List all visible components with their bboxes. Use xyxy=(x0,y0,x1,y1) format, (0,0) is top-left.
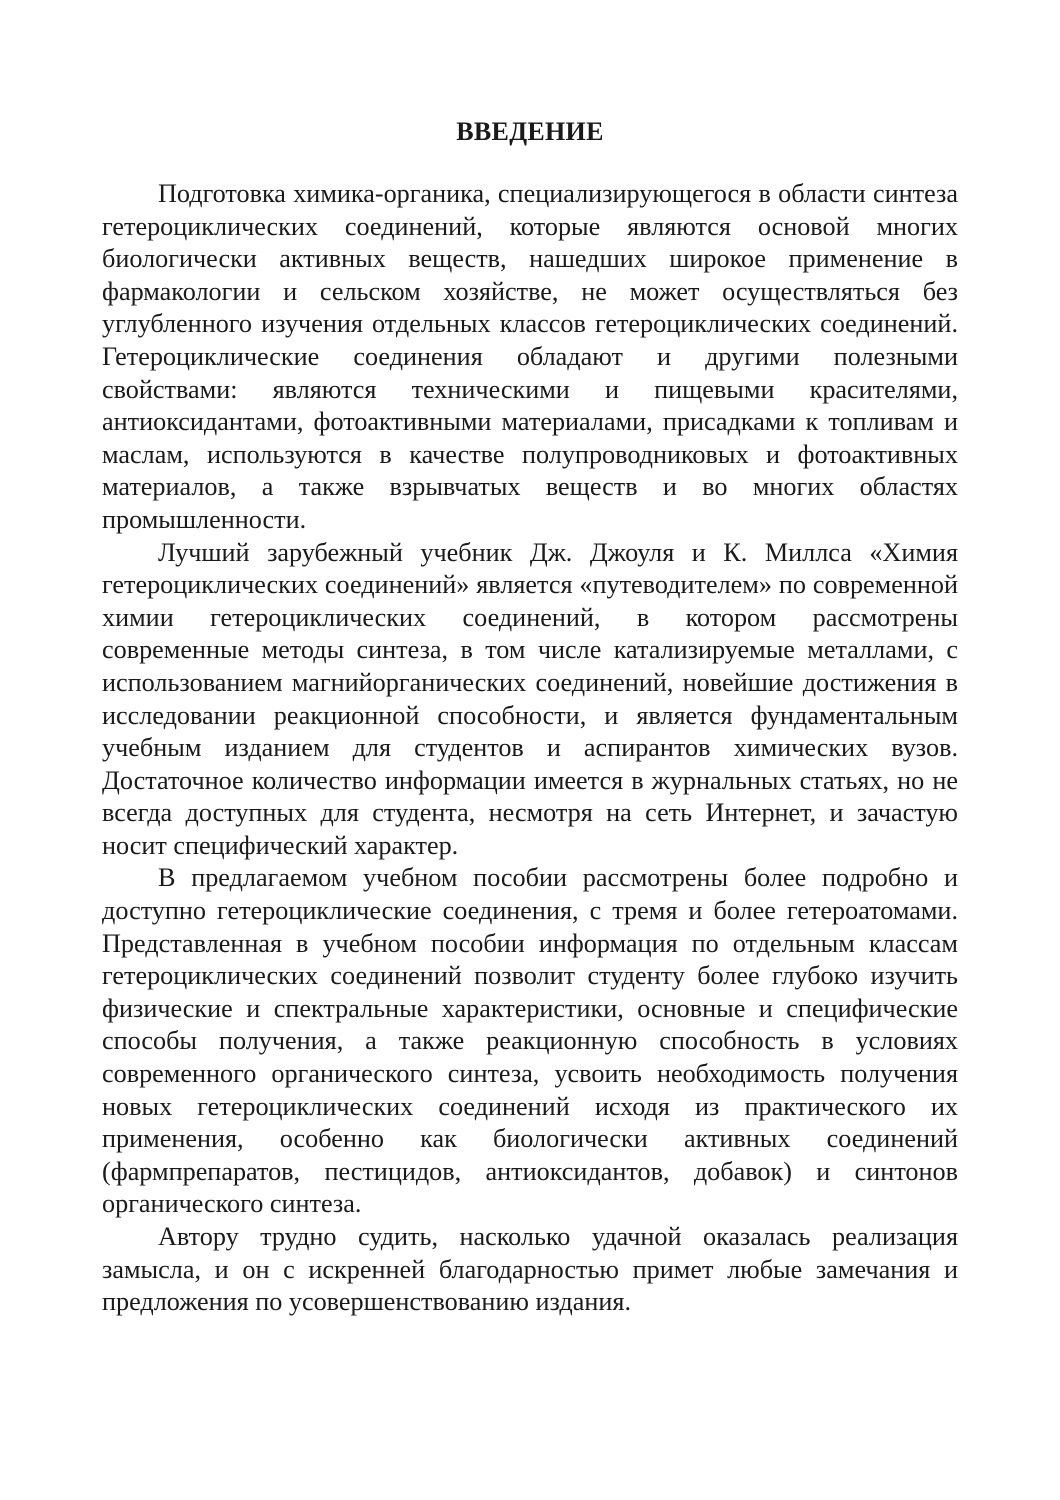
page-title: ВВЕДЕНИЕ xyxy=(456,117,604,146)
body-text xyxy=(102,178,958,1319)
paragraph-4: Автору трудно судить, насколько удачной оказалась реализация замысла, и он с искренней благодарностью примет любые замечания и предложения по усовершенствованию издания. xyxy=(102,1222,958,1317)
paragraph-3: В предлагаемом учебном пособии рассмотрены более подробно и доступно гетероциклические соединения, с тремя и более гетероатомами. Представленная в учебном пособии информация по отдельным классам гетероциклических соединений позволит студенту более глубоко изучить физические и спектральные характеристики, основные и специфические способы получения, а также реакционную способность в условиях современного органического синтеза, усвоить необходимость получения новых гетероциклических соединений исходя из практического их применения, особенно как биологически активных соединений (фармпрепаратов, пестицидов, антиоксидантов, добавок) и синтонов органического синтеза. xyxy=(102,863,958,1219)
paragraph-1: Подготовка химика-органика, специализирующегося в области синтеза гетероциклических соединений, которые являются основой многих биологически активных веществ, нашедших широкое применение в фармакологии и сельском хозяйстве, не может осуществляться без углубленного изучения отдельных классов гетероциклических соединений. Гетероциклические соединения обладают и другими полезными свойствами: являются техническими и пищевыми красителями, антиоксидантами, фотоактивными материалами, присадками к топливам и маслам, используются в качестве полупроводниковых и фотоактивных материалов, а также взрывчатых веществ и во многих областях промышленности. xyxy=(102,179,958,534)
paragraph-2: Лучший зарубежный учебник Дж. Джоуля и К. Миллса «Химия гетероциклических соединений» является «путеводителем» по современной химии гетероциклических соединений, в котором рассмотрены современные методы синтеза, в том числе катализируемые металлами, с использованием магнийорганических соединений, новейшие достижения в исследовании реакционной способности, и является фундаментальным учебным изданием для студентов и аспирантов химических вузов. Достаточное количество информации имеется в журнальных статьях, но не всегда доступных для студента, несмотря на сеть Интернет, и зачастую носит специфический характер. xyxy=(102,537,958,860)
